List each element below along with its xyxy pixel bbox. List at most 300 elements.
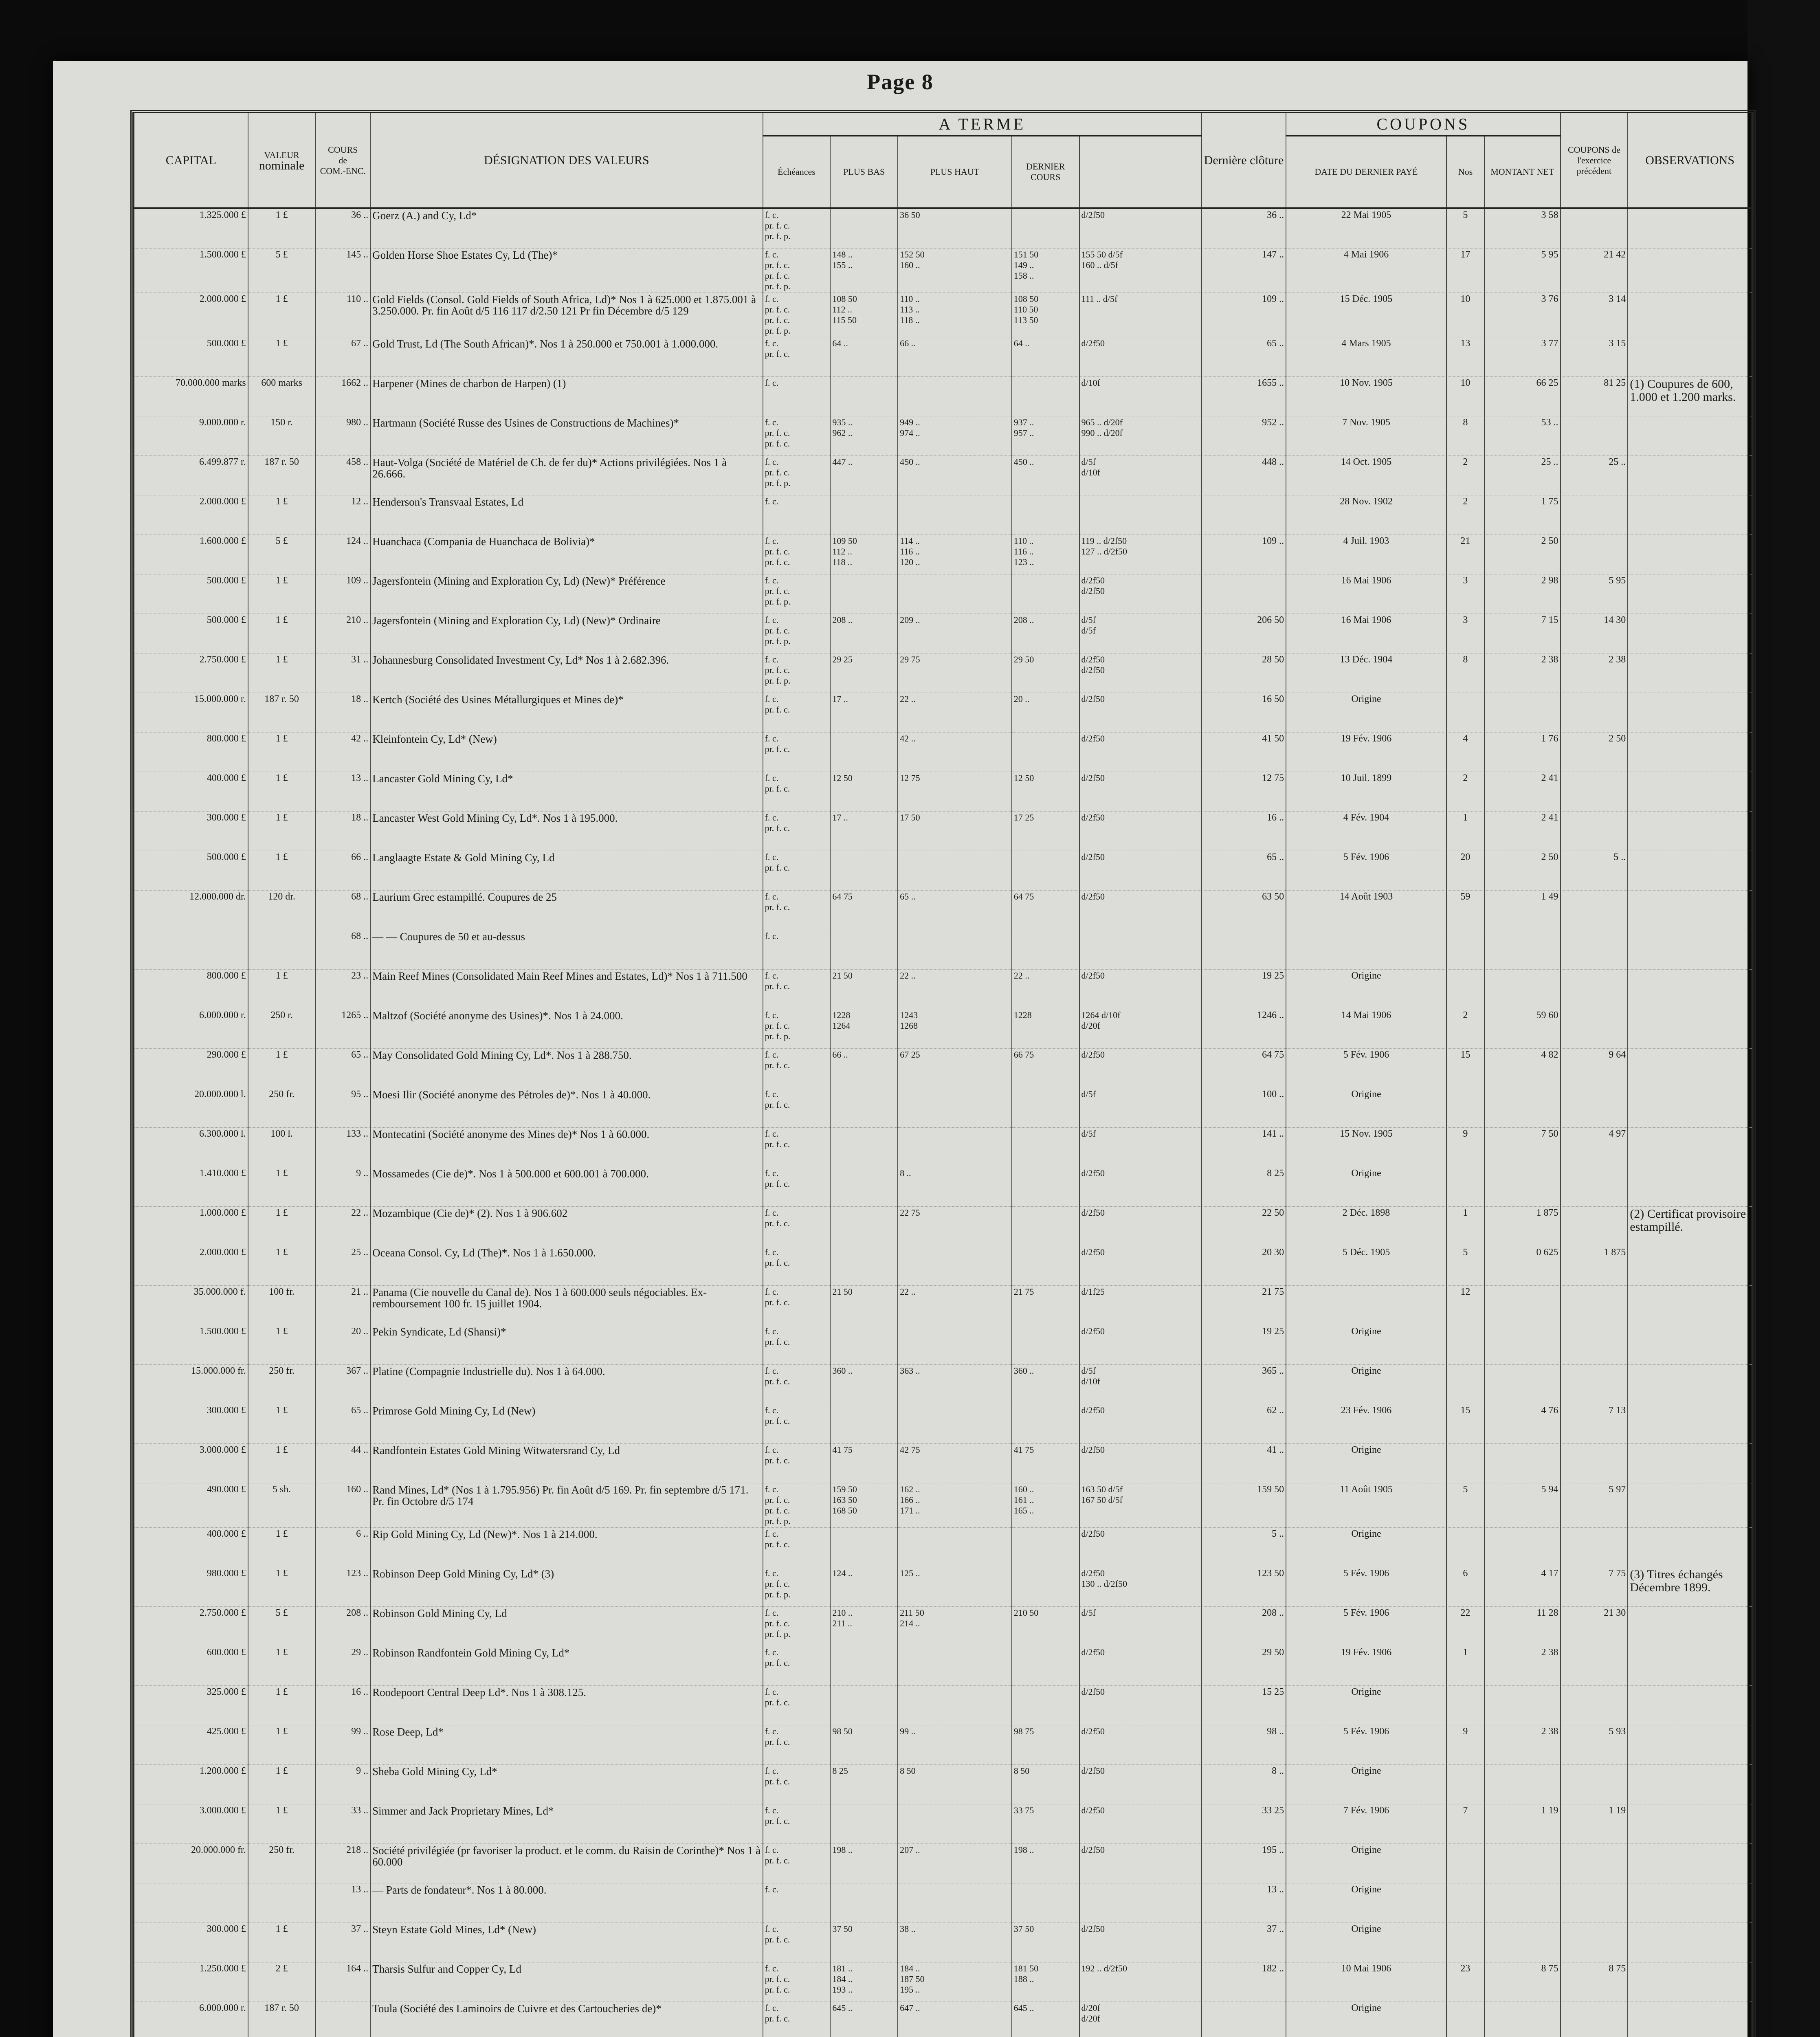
coupon-number-cell: 10 <box>1446 293 1484 337</box>
echeance-cell: f. c. pr. f. c. pr. f. c. pr. f. p. <box>763 1483 831 1528</box>
derniere-cloture-cell: 29 50 <box>1202 1646 1286 1686</box>
echeance-cell: f. c. pr. f. c. pr. f. p. <box>763 653 831 693</box>
nominal-cell: 250 fr. <box>248 1365 316 1404</box>
observation-cell <box>1628 2002 1752 2037</box>
observation-cell <box>1628 733 1752 772</box>
observation-cell <box>1628 1167 1752 1207</box>
dernier-cours-cell: 110 .. 116 .. 123 .. <box>1012 535 1079 574</box>
coupon-date-cell: Origine <box>1286 1088 1446 1128</box>
table-row <box>134 1286 1752 1325</box>
designation-cell: Tharsis Sulfur and Copper Cy, Ld <box>370 1962 763 2002</box>
capital-cell: 600.000 £ <box>134 1646 248 1686</box>
echeance-cell: f. c. pr. f. c. <box>763 1404 831 1444</box>
echeance-cell: f. c. pr. f. c. <box>763 812 831 851</box>
prime-cell: d/2f50 <box>1079 1207 1202 1246</box>
previous-coupon-cell: 8 75 <box>1561 1962 1628 2002</box>
plus-bas-cell: 98 50 <box>830 1725 898 1765</box>
coupon-number-cell <box>1446 693 1484 733</box>
plus-bas-cell: 66 .. <box>830 1049 898 1088</box>
prime-cell: d/2f50 <box>1079 1444 1202 1483</box>
table-row <box>134 1167 1752 1207</box>
derniere-cloture-cell: 100 .. <box>1202 1088 1286 1128</box>
cours-cell: 367 .. <box>315 1365 370 1404</box>
coupon-amount-cell: 11 28 <box>1484 1607 1561 1646</box>
header-com: COM.-ENC. <box>320 165 366 176</box>
table-row <box>134 1207 1752 1246</box>
coupon-date-cell: 16 Mai 1906 <box>1286 574 1446 614</box>
cours-cell: 37 .. <box>315 1923 370 1962</box>
dernier-cours-cell: 360 .. <box>1012 1365 1079 1404</box>
previous-coupon-cell <box>1561 812 1628 851</box>
previous-coupon-cell: 21 30 <box>1561 1607 1628 1646</box>
derniere-cloture-cell: 19 25 <box>1202 970 1286 1009</box>
derniere-cloture-cell: 208 .. <box>1202 1607 1286 1646</box>
capital-cell: 980.000 £ <box>134 1567 248 1607</box>
plus-haut-cell <box>898 1088 1012 1128</box>
plus-haut-cell <box>898 495 1012 535</box>
stock-rows <box>134 208 1752 2037</box>
plus-haut-cell <box>898 574 1012 614</box>
coupon-date-cell: Origine <box>1286 1686 1446 1725</box>
coupon-amount-cell: 25 .. <box>1484 456 1561 495</box>
previous-coupon-cell: 14 30 <box>1561 614 1628 653</box>
coupon-number-cell <box>1446 1844 1484 1883</box>
table-row <box>134 1365 1752 1404</box>
designation-cell: Rand Mines, Ld* (Nos 1 à 1.795.956) Pr. fin Août d/5 169. Pr. fin septembre d/5 171. Pr. fin Octobre d/5 174 <box>370 1483 763 1528</box>
cours-cell: 9 .. <box>315 1167 370 1207</box>
cours-cell: 164 .. <box>315 1962 370 2002</box>
previous-coupon-cell <box>1561 1167 1628 1207</box>
prime-cell: 155 50 d/5f 160 .. d/5f <box>1079 249 1202 293</box>
dernier-cours-cell <box>1012 1088 1079 1128</box>
coupon-number-cell <box>1446 1167 1484 1207</box>
coupon-date-cell: 13 Déc. 1904 <box>1286 653 1446 693</box>
table-row <box>134 535 1752 574</box>
observation-cell <box>1628 1923 1752 1962</box>
coupon-number-cell: 2 <box>1446 1009 1484 1049</box>
header-cours <box>315 113 370 208</box>
dernier-cours-cell <box>1012 1883 1079 1923</box>
observation-cell <box>1628 1325 1752 1365</box>
derniere-cloture-cell <box>1202 574 1286 614</box>
prime-cell: d/2f50 <box>1079 812 1202 851</box>
capital-cell: 6.499.877 r. <box>134 456 248 495</box>
dernier-cours-cell: 98 75 <box>1012 1725 1079 1765</box>
designation-cell: Rose Deep, Ld* <box>370 1725 763 1765</box>
observation-cell <box>1628 1528 1752 1567</box>
coupon-number-cell: 3 <box>1446 574 1484 614</box>
plus-haut-cell: 99 .. <box>898 1725 1012 1765</box>
table-row <box>134 733 1752 772</box>
header-valeur: VALEUR <box>264 150 299 160</box>
prime-cell: d/2f50 <box>1079 970 1202 1009</box>
previous-coupon-cell: 81 25 <box>1561 377 1628 416</box>
echeance-cell: f. c. pr. f. c. pr. f. c. pr. f. p. <box>763 249 831 293</box>
dernier-cours-cell <box>1012 733 1079 772</box>
coupon-number-cell: 5 <box>1446 1246 1484 1286</box>
observation-cell <box>1628 1286 1752 1325</box>
table-row <box>134 1325 1752 1365</box>
capital-cell <box>134 1883 248 1923</box>
plus-bas-cell: 124 .. <box>830 1567 898 1607</box>
coupon-number-cell: 22 <box>1446 1607 1484 1646</box>
designation-cell: Sheba Gold Mining Cy, Ld* <box>370 1765 763 1804</box>
observation-cell <box>1628 1088 1752 1128</box>
table-row <box>134 614 1752 653</box>
derniere-cloture-cell: 16 .. <box>1202 812 1286 851</box>
coupon-amount-cell: 0 625 <box>1484 1246 1561 1286</box>
derniere-cloture-cell: 147 .. <box>1202 249 1286 293</box>
previous-coupon-cell: 5 .. <box>1561 851 1628 891</box>
coupon-amount-cell <box>1484 930 1561 970</box>
coupon-date-cell: 16 Mai 1906 <box>1286 614 1446 653</box>
dernier-cours-cell <box>1012 1646 1079 1686</box>
observation-cell <box>1628 693 1752 733</box>
table-row <box>134 249 1752 293</box>
prime-cell: d/2f50 <box>1079 772 1202 812</box>
coupon-number-cell: 5 <box>1446 208 1484 249</box>
prime-cell: d/5f d/5f <box>1079 614 1202 653</box>
designation-cell: Roodepoort Central Deep Ld*. Nos 1 à 308.125. <box>370 1686 763 1725</box>
plus-bas-cell: 447 .. <box>830 456 898 495</box>
previous-coupon-cell: 21 42 <box>1561 249 1628 293</box>
nominal-cell: 150 r. <box>248 416 316 456</box>
designation-cell: Toula (Société des Laminoirs de Cuivre et des Cartoucheries de)* <box>370 2002 763 2037</box>
prime-cell: d/2f50 <box>1079 1325 1202 1365</box>
echeance-cell: f. c. pr. f. c. <box>763 1167 831 1207</box>
cours-cell: 25 .. <box>315 1246 370 1286</box>
coupon-amount-cell <box>1484 1883 1561 1923</box>
cours-cell: 22 .. <box>315 1207 370 1246</box>
nominal-cell: 1 £ <box>248 772 316 812</box>
plus-bas-cell: 1228 1264 <box>830 1009 898 1049</box>
nominal-cell: 187 r. 50 <box>248 693 316 733</box>
plus-bas-cell <box>830 208 898 249</box>
dernier-cours-cell: 64 75 <box>1012 891 1079 930</box>
plus-bas-cell: 181 .. 184 .. 193 .. <box>830 1962 898 2002</box>
dernier-cours-cell <box>1012 377 1079 416</box>
plus-haut-cell <box>898 1686 1012 1725</box>
observation-cell <box>1628 851 1752 891</box>
previous-coupon-cell <box>1561 891 1628 930</box>
prime-cell: d/2f50 <box>1079 693 1202 733</box>
plus-bas-cell <box>830 495 898 535</box>
observation-cell <box>1628 456 1752 495</box>
table-row <box>134 851 1752 891</box>
coupon-number-cell <box>1446 2002 1484 2037</box>
previous-coupon-cell: 7 13 <box>1561 1404 1628 1444</box>
coupon-number-cell: 1 <box>1446 1646 1484 1686</box>
nominal-cell: 187 r. 50 <box>248 456 316 495</box>
plus-bas-cell <box>830 930 898 970</box>
nominal-cell <box>248 1883 316 1923</box>
table-row <box>134 574 1752 614</box>
plus-bas-cell: 109 50 112 .. 118 .. <box>830 535 898 574</box>
designation-cell: Rip Gold Mining Cy, Ld (New)*. Nos 1 à 214.000. <box>370 1528 763 1567</box>
echeance-cell: f. c. pr. f. c. <box>763 1286 831 1325</box>
coupon-amount-cell <box>1484 1286 1561 1325</box>
dernier-cours-cell: 12 50 <box>1012 772 1079 812</box>
observation-cell <box>1628 930 1752 970</box>
echeance-cell: f. c. pr. f. c. <box>763 693 831 733</box>
coupon-date-cell: 22 Mai 1905 <box>1286 208 1446 249</box>
echeance-cell: f. c. pr. f. c. <box>763 1049 831 1088</box>
plus-haut-cell: 211 50 214 .. <box>898 1607 1012 1646</box>
coupon-amount-cell: 7 50 <box>1484 1128 1561 1167</box>
previous-coupon-cell <box>1561 495 1628 535</box>
prime-cell <box>1079 495 1202 535</box>
nominal-cell: 100 l. <box>248 1128 316 1167</box>
coupon-amount-cell: 1 75 <box>1484 495 1561 535</box>
dernier-cours-cell: 21 75 <box>1012 1286 1079 1325</box>
plus-haut-cell: 184 .. 187 50 195 .. <box>898 1962 1012 2002</box>
echeance-cell: f. c. pr. f. c. <box>763 1804 831 1844</box>
capital-cell: 2.750.000 £ <box>134 653 248 693</box>
plus-haut-cell <box>898 1883 1012 1923</box>
previous-coupon-cell <box>1561 535 1628 574</box>
coupon-date-cell: 28 Nov. 1902 <box>1286 495 1446 535</box>
dernier-cours-cell: 20 .. <box>1012 693 1079 733</box>
observation-cell <box>1628 416 1752 456</box>
cours-cell: 208 .. <box>315 1607 370 1646</box>
derniere-cloture-cell: 41 50 <box>1202 733 1286 772</box>
previous-coupon-cell: 1 19 <box>1561 1804 1628 1844</box>
coupon-amount-cell: 4 82 <box>1484 1049 1561 1088</box>
dernier-cours-cell <box>1012 1207 1079 1246</box>
derniere-cloture-cell: 206 50 <box>1202 614 1286 653</box>
previous-coupon-cell <box>1561 693 1628 733</box>
previous-coupon-cell <box>1561 1207 1628 1246</box>
document-page <box>53 61 1747 2037</box>
derniere-cloture-cell: 16 50 <box>1202 693 1286 733</box>
coupon-amount-cell <box>1484 1923 1561 1962</box>
derniere-cloture-cell: 15 25 <box>1202 1686 1286 1725</box>
prime-cell: 965 .. d/20f 990 .. d/20f <box>1079 416 1202 456</box>
echeance-cell: f. c. pr. f. c. pr. f. c. <box>763 535 831 574</box>
table-row <box>134 1844 1752 1883</box>
echeance-cell: f. c. pr. f. c. <box>763 2002 831 2037</box>
designation-cell: Hartmann (Société Russe des Usines de Constructions de Machines)* <box>370 416 763 456</box>
dernier-cours-cell: 160 .. 161 .. 165 .. <box>1012 1483 1079 1528</box>
cours-cell: 68 .. <box>315 930 370 970</box>
derniere-cloture-cell: 123 50 <box>1202 1567 1286 1607</box>
plus-haut-cell <box>898 1325 1012 1365</box>
designation-cell: Maltzof (Société anonyme des Usines)*. Nos 1 à 24.000. <box>370 1009 763 1049</box>
dernier-cours-cell: 8 50 <box>1012 1765 1079 1804</box>
echeance-cell: f. c. pr. f. c. <box>763 1528 831 1567</box>
designation-cell: Huanchaca (Compania de Huanchaca de Bolivia)* <box>370 535 763 574</box>
nominal-cell: 2 £ <box>248 1962 316 2002</box>
derniere-cloture-cell: 19 25 <box>1202 1325 1286 1365</box>
coupon-amount-cell: 1 19 <box>1484 1804 1561 1844</box>
coupon-date-cell: 5 Fév. 1906 <box>1286 1567 1446 1607</box>
capital-cell: 1.500.000 £ <box>134 1325 248 1365</box>
previous-coupon-cell: 25 .. <box>1561 456 1628 495</box>
nominal-cell: 120 dr. <box>248 891 316 930</box>
plus-haut-cell: 450 .. <box>898 456 1012 495</box>
cours-cell: 124 .. <box>315 535 370 574</box>
nominal-cell: 1 £ <box>248 1325 316 1365</box>
prime-cell: d/2f50 <box>1079 337 1202 377</box>
plus-bas-cell: 148 .. 155 .. <box>830 249 898 293</box>
header-coupons: COUPONS <box>1286 113 1560 136</box>
plus-bas-cell <box>830 574 898 614</box>
dernier-cours-cell <box>1012 1567 1079 1607</box>
echeance-cell: f. c. pr. f. c. <box>763 1365 831 1404</box>
coupon-date-cell: 15 Nov. 1905 <box>1286 1128 1446 1167</box>
derniere-cloture-cell: 33 25 <box>1202 1804 1286 1844</box>
previous-coupon-cell <box>1561 1765 1628 1804</box>
header-a-terme: A TERME <box>763 113 1202 136</box>
dernier-cours-cell <box>1012 930 1079 970</box>
plus-bas-cell: 17 .. <box>830 812 898 851</box>
plus-haut-cell: 65 .. <box>898 891 1012 930</box>
previous-coupon-cell <box>1561 772 1628 812</box>
coupon-date-cell: 14 Mai 1906 <box>1286 1009 1446 1049</box>
coupon-date-cell: Origine <box>1286 1528 1446 1567</box>
table-row <box>134 1686 1752 1725</box>
derniere-cloture-cell <box>1202 495 1286 535</box>
derniere-cloture-cell: 109 .. <box>1202 293 1286 337</box>
previous-coupon-cell: 1 875 <box>1561 1246 1628 1286</box>
dernier-cours-cell <box>1012 1528 1079 1567</box>
coupon-amount-cell: 2 38 <box>1484 1725 1561 1765</box>
dernier-cours-cell: 198 .. <box>1012 1844 1079 1883</box>
echeance-cell: f. c. pr. f. c. <box>763 1128 831 1167</box>
designation-cell: Randfontein Estates Gold Mining Witwatersrand Cy, Ld <box>370 1444 763 1483</box>
coupon-number-cell: 10 <box>1446 377 1484 416</box>
plus-bas-cell: 645 .. <box>830 2002 898 2037</box>
cours-cell: 42 .. <box>315 733 370 772</box>
observation-cell <box>1628 1607 1752 1646</box>
header-coupons-exercice: COUPONS de l'exercice précédent <box>1561 113 1628 208</box>
table-row <box>134 772 1752 812</box>
coupon-amount-cell: 2 41 <box>1484 812 1561 851</box>
plus-haut-cell: 22 75 <box>898 1207 1012 1246</box>
prime-cell: d/5f <box>1079 1607 1202 1646</box>
plus-haut-cell: 22 .. <box>898 1286 1012 1325</box>
coupon-date-cell: Origine <box>1286 1444 1446 1483</box>
echeance-cell: f. c. pr. f. c. pr. f. c. <box>763 1962 831 2002</box>
coupon-number-cell <box>1446 1365 1484 1404</box>
plus-bas-cell: 159 50 163 50 168 50 <box>830 1483 898 1528</box>
table-row <box>134 1607 1752 1646</box>
coupon-date-cell: 10 Nov. 1905 <box>1286 377 1446 416</box>
designation-cell: Panama (Cie nouvelle du Canal de). Nos 1 à 600.000 seuls négociables. Ex-remboursement 100 fr. 15 juillet 1904. <box>370 1286 763 1325</box>
capital-cell: 400.000 £ <box>134 772 248 812</box>
derniere-cloture-cell: 36 .. <box>1202 208 1286 249</box>
derniere-cloture-cell <box>1202 2002 1286 2037</box>
capital-cell <box>134 930 248 970</box>
table-row <box>134 891 1752 930</box>
prime-cell: d/5f d/10f <box>1079 1365 1202 1404</box>
table-row <box>134 1725 1752 1765</box>
table-row <box>134 1009 1752 1049</box>
coupon-number-cell: 15 <box>1446 1404 1484 1444</box>
dernier-cours-cell <box>1012 1167 1079 1207</box>
plus-bas-cell: 108 50 112 .. 115 50 <box>830 293 898 337</box>
previous-coupon-cell: 3 14 <box>1561 293 1628 337</box>
header-plus-bas: PLUS BAS <box>830 136 898 209</box>
cours-cell: 110 .. <box>315 293 370 337</box>
nominal-cell: 250 fr. <box>248 1844 316 1883</box>
derniere-cloture-cell: 13 .. <box>1202 1883 1286 1923</box>
derniere-cloture-cell: 64 75 <box>1202 1049 1286 1088</box>
previous-coupon-cell: 2 38 <box>1561 653 1628 693</box>
coupon-date-cell: 15 Déc. 1905 <box>1286 293 1446 337</box>
coupon-amount-cell: 7 15 <box>1484 614 1561 653</box>
plus-bas-cell <box>830 1528 898 1567</box>
plus-haut-cell <box>898 1128 1012 1167</box>
prime-cell: d/2f50 <box>1079 891 1202 930</box>
table-row <box>134 1923 1752 1962</box>
coupon-date-cell: Origine <box>1286 1325 1446 1365</box>
plus-bas-cell <box>830 851 898 891</box>
observation-cell: (2) Certificat provisoire estampillé. <box>1628 1207 1752 1246</box>
derniere-cloture-cell: 365 .. <box>1202 1365 1286 1404</box>
table-row <box>134 1404 1752 1444</box>
coupon-number-cell: 13 <box>1446 337 1484 377</box>
table-row <box>134 1483 1752 1528</box>
nominal-cell: 1 £ <box>248 1167 316 1207</box>
header-cours-label: COURS <box>328 144 358 155</box>
coupon-number-cell: 2 <box>1446 772 1484 812</box>
capital-cell: 35.000.000 f. <box>134 1286 248 1325</box>
prime-cell <box>1079 930 1202 970</box>
coupon-amount-cell: 2 38 <box>1484 1646 1561 1686</box>
echeance-cell: f. c. pr. f. c. <box>763 1725 831 1765</box>
prime-cell: d/5f <box>1079 1088 1202 1128</box>
dernier-cours-cell: 66 75 <box>1012 1049 1079 1088</box>
cours-cell: 980 .. <box>315 416 370 456</box>
nominal-cell: 1 £ <box>248 337 316 377</box>
designation-cell: Golden Horse Shoe Estates Cy, Ld (The)* <box>370 249 763 293</box>
cours-cell <box>315 2002 370 2037</box>
capital-cell: 2.750.000 £ <box>134 1607 248 1646</box>
plus-bas-cell <box>830 1404 898 1444</box>
prime-cell: d/2f50 <box>1079 208 1202 249</box>
observation-cell <box>1628 772 1752 812</box>
prime-cell: d/5f <box>1079 1128 1202 1167</box>
cours-cell: 65 .. <box>315 1049 370 1088</box>
nominal-cell: 1 £ <box>248 733 316 772</box>
coupon-date-cell: Origine <box>1286 1883 1446 1923</box>
plus-bas-cell: 12 50 <box>830 772 898 812</box>
book-binding-edge <box>1747 0 1820 2037</box>
derniere-cloture-cell: 952 .. <box>1202 416 1286 456</box>
coupon-date-cell: Origine <box>1286 1167 1446 1207</box>
coupon-amount-cell: 66 25 <box>1484 377 1561 416</box>
coupon-amount-cell: 1 875 <box>1484 1207 1561 1246</box>
designation-cell: Kertch (Société des Usines Métallurgiques et Mines de)* <box>370 693 763 733</box>
coupon-number-cell: 1 <box>1446 812 1484 851</box>
coupon-date-cell: 5 Fév. 1906 <box>1286 1607 1446 1646</box>
capital-cell: 490.000 £ <box>134 1483 248 1528</box>
plus-bas-cell: 935 .. 962 .. <box>830 416 898 456</box>
header-valeur-nominale <box>248 113 316 208</box>
prime-cell: d/2f50 130 .. d/2f50 <box>1079 1567 1202 1607</box>
plus-bas-cell: 37 50 <box>830 1923 898 1962</box>
capital-cell: 300.000 £ <box>134 1923 248 1962</box>
previous-coupon-cell <box>1561 1883 1628 1923</box>
designation-cell: Jagersfontein (Mining and Exploration Cy, Ld) (New)* Ordinaire <box>370 614 763 653</box>
coupon-amount-cell <box>1484 1844 1561 1883</box>
prime-cell: d/2f50 d/2f50 <box>1079 574 1202 614</box>
prime-cell: d/5f d/10f <box>1079 456 1202 495</box>
cours-cell: 20 .. <box>315 1325 370 1365</box>
nominal-cell: 1 £ <box>248 208 316 249</box>
dernier-cours-cell: 22 .. <box>1012 970 1079 1009</box>
